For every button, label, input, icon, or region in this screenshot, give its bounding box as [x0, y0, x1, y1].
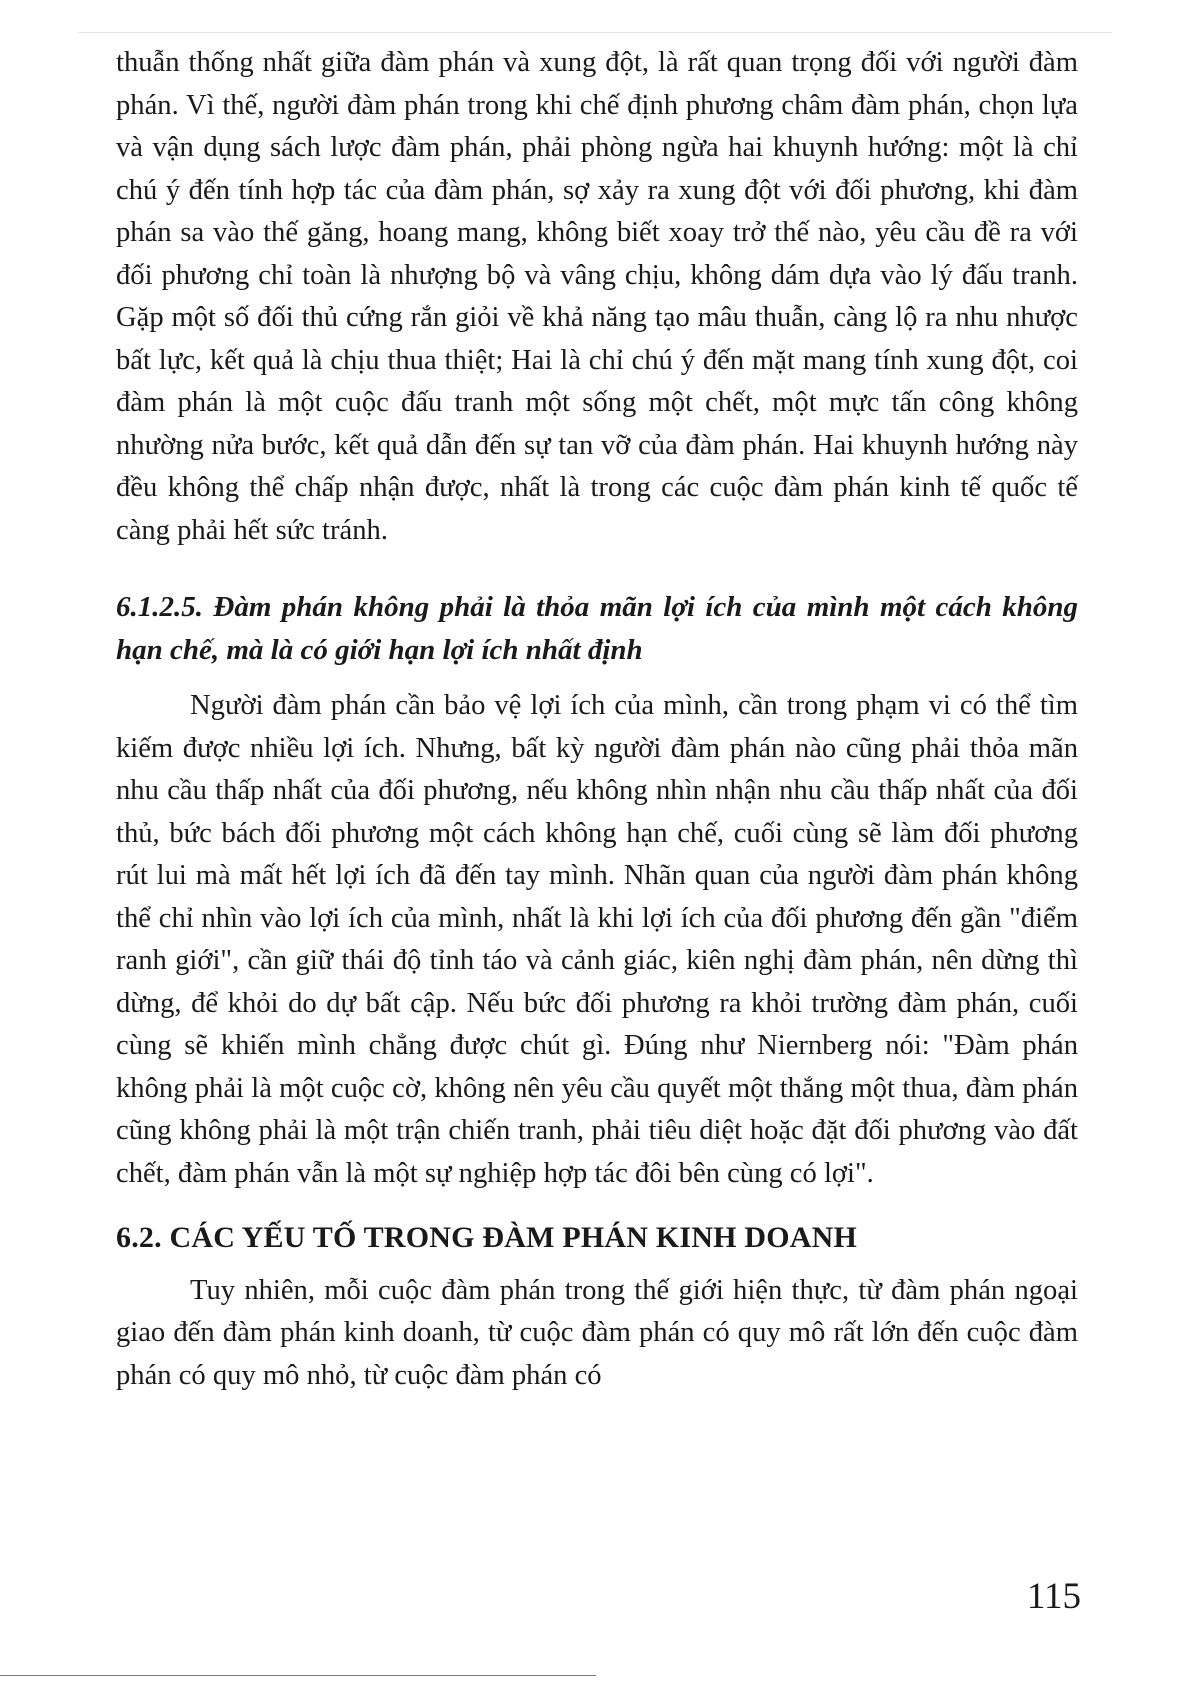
subsection-heading: 6.1.2.5. Đàm phán không phải là thỏa mãn lợi ích của mình một cách không hạn chế, mà là có giới hạn lợi ích nhất định	[116, 591, 1078, 666]
paragraph-section: Tuy nhiên, mỗi cuộc đàm phán trong thế giới hiện thực, từ đàm phán ngoại giao đến đàm phán kinh doanh, từ cuộc đàm phán có quy mô rất lớn đến cuộc đàm phán có quy mô nhỏ, từ cuộc đàm phán có	[116, 1274, 1078, 1391]
page-number: 115	[1026, 1576, 1081, 1617]
top-rule	[78, 32, 1112, 33]
bottom-rule	[0, 1675, 596, 1676]
page-body	[116, 42, 1078, 1397]
paragraph-continued: thuẫn thống nhất giữa đàm phán và xung đột, là rất quan trọng đối với người đàm phán. Vì thế, người đàm phán trong khi chế định phương châm đàm phán, chọn lựa và vận dụng sách lược đàm phán, phải phòng ngừa hai khuynh hướng: một là chỉ chú ý đến tính hợp tác của đàm phán, sợ xảy ra xung đột với đối phương, khi đàm phán sa vào thế găng, hoang mang, không biết xoay trở thế nào, yêu cầu đề ra với đối phương chỉ toàn là nhượng bộ và vâng chịu, không dám dựa vào lý đấu tranh. Gặp một số đối thủ cứng rắn giỏi về khả năng tạo mâu thuẫn, càng lộ ra nhu nhược bất lực, kết quả là chịu thua thiệt; Hai là chỉ chú ý đến mặt mang tính xung đột, coi đàm phán là một cuộc đấu tranh một sống một chết, một mực tấn công không nhường nửa bước, kết quả dẫn đến sự tan vỡ của đàm phán. Hai khuynh hướng này đều không thể chấp nhận được, nhất là trong các cuộc đàm phán kinh tế quốc tế càng phải hết sức tránh.	[116, 47, 1078, 546]
section-heading: 6.2. CÁC YẾU TỐ TRONG ĐÀM PHÁN KINH DOANH	[116, 1221, 858, 1254]
paragraph-subsection: Người đàm phán cần bảo vệ lợi ích của mình, cần trong phạm vi có thể tìm kiếm được nhiều lợi ích. Nhưng, bất kỳ người đàm phán nào cũng phải thỏa mãn nhu cầu thấp nhất của đối phương, nếu không nhìn nhận nhu cầu thấp nhất của đối thủ, bức bách đối phương một cách không hạn chế, cuối cùng sẽ làm đối phương rút lui mà mất hết lợi ích đã đến tay mình. Nhãn quan của người đàm phán không thể chỉ nhìn vào lợi ích của mình, nhất là khi lợi ích của đối phương đến gần "điểm ranh giới", cần giữ thái độ tỉnh táo và cảnh giác, kiên nghị đàm phán, nên dừng thì dừng, để khỏi do dự bất cập. Nếu bức đối phương ra khỏi trường đàm phán, cuối cùng sẽ khiến mình chẳng được chút gì. Đúng như Niernberg nói: "Đàm phán không phải là một cuộc cờ, không nên yêu cầu quyết một thắng một thua, đàm phán cũng không phải là một trận chiến tranh, phải tiêu diệt hoặc đặt đối phương vào đất chết, đàm phán vẫn là một sự nghiệp hợp tác đôi bên cùng có lợi".	[116, 690, 1078, 1189]
